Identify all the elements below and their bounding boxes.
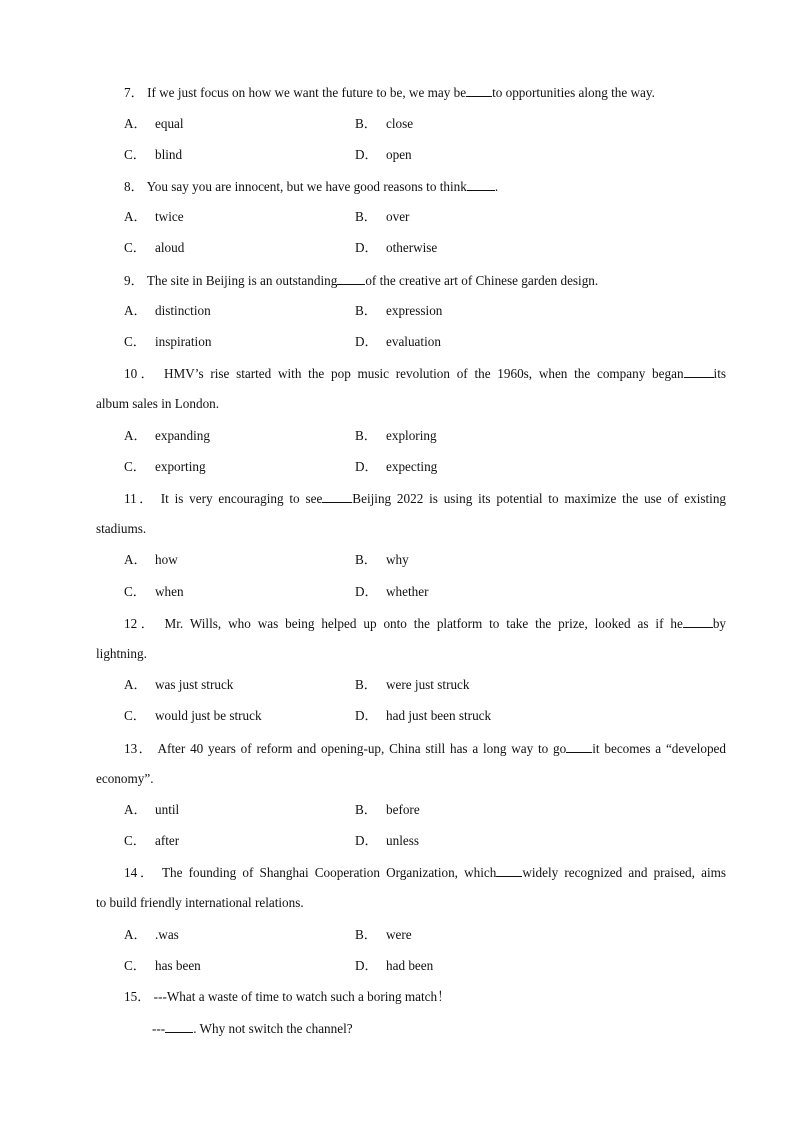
stem-text: Beijing 2022 is using its potential to maximize the use of existing: [352, 491, 727, 506]
question-9-option-c[interactable]: C． inspiration: [124, 334, 212, 349]
question-13-option-c[interactable]: C． after: [124, 833, 180, 848]
question-12-option-c[interactable]: C． would just be struck: [124, 708, 262, 723]
question-9-option-d[interactable]: D． evaluation: [355, 334, 441, 349]
question-9-option-a[interactable]: A． distinction: [124, 303, 211, 318]
question-14-option-d[interactable]: D． had been: [355, 958, 434, 973]
stem-text: to opportunities along the way.: [492, 85, 655, 100]
stem-text: It is very encouraging to see: [160, 491, 323, 506]
question-14-option-c[interactable]: C． has been: [124, 958, 201, 973]
question-15-stem: [124, 989, 726, 1005]
stem-text: After 40 years of reform and opening-up, China still has a long way to go: [157, 741, 567, 756]
question-12-stem-continued: lightning.: [96, 646, 147, 661]
question-8-option-a[interactable]: A． twice: [124, 209, 184, 224]
question-number: 14．: [124, 865, 157, 880]
question-7-option-a[interactable]: A． equal: [124, 116, 184, 131]
stem-text: ---What a waste of time to watch such a boring match: [153, 989, 438, 1004]
question-7-option-c[interactable]: C． blind: [124, 147, 183, 162]
question-number: 13．: [124, 741, 154, 756]
question-number: 12．: [124, 616, 158, 631]
question-10-stem-continued: album sales in London.: [96, 396, 220, 411]
stem-text: The site in Beijing is an outstanding: [146, 273, 338, 288]
reply-dashes: ---: [152, 1021, 166, 1036]
answer-blank[interactable]: [322, 490, 352, 503]
question-8-option-d[interactable]: D． otherwise: [355, 240, 438, 255]
question-7-stem: [124, 84, 726, 101]
answer-blank[interactable]: [684, 365, 714, 378]
question-12-option-a[interactable]: A． was just struck: [124, 677, 234, 692]
stem-text: .: [494, 179, 499, 194]
stem-text: The founding of Shanghai Cooperation Organization, which: [161, 865, 497, 880]
question-10-option-a[interactable]: A． expanding: [124, 428, 210, 443]
stem-text: You say you are innocent, but we have good reasons to think: [146, 179, 467, 194]
question-15-reply: [152, 1020, 353, 1037]
question-14-option-a[interactable]: A． .was: [124, 927, 179, 942]
answer-blank[interactable]: [466, 84, 492, 97]
question-14-stem: [124, 864, 726, 881]
question-11-option-d[interactable]: D． whether: [355, 584, 429, 599]
stem-text: widely recognized and praised, aims: [522, 865, 726, 880]
question-12-stem: [124, 615, 726, 632]
question-14-stem-continued: to build friendly international relations.: [96, 895, 304, 910]
question-number: 15．: [124, 989, 151, 1004]
question-12-option-d[interactable]: D． had just been struck: [355, 708, 492, 723]
question-number: 11．: [124, 491, 155, 506]
stem-text: of the creative art of Chinese garden design.: [365, 273, 599, 288]
stem-text: If we just focus on how we want the future to be, we may be: [147, 85, 467, 100]
question-10-stem: [124, 365, 726, 382]
question-9-stem: [124, 272, 726, 289]
question-8-stem: [124, 178, 726, 195]
question-number: 7．: [124, 85, 144, 100]
answer-blank[interactable]: [683, 615, 713, 628]
question-7-option-d[interactable]: D． open: [355, 147, 412, 162]
answer-blank[interactable]: [566, 740, 592, 753]
question-13-option-d[interactable]: D． unless: [355, 833, 419, 848]
stem-text: it becomes a “developed: [592, 741, 726, 756]
question-13-option-a[interactable]: A． until: [124, 802, 180, 817]
reply-text: . Why not switch the channel?: [193, 1021, 353, 1036]
question-11-stem-continued: stadiums.: [96, 521, 147, 536]
question-8-option-b[interactable]: B． over: [355, 209, 410, 224]
question-number: 8．: [124, 179, 144, 194]
answer-blank[interactable]: [467, 178, 495, 191]
question-13-stem-continued: economy”.: [96, 771, 154, 786]
question-10-option-c[interactable]: C． exporting: [124, 459, 206, 474]
question-11-option-b[interactable]: B． why: [355, 552, 409, 567]
question-14-option-b[interactable]: B． were: [355, 927, 412, 942]
stem-text: Mr. Wills, who was being helped up onto the platform to take the prize, looked as if he: [164, 616, 683, 631]
question-7-option-b[interactable]: B． close: [355, 116, 414, 131]
question-11-option-c[interactable]: C． when: [124, 584, 184, 599]
question-number: 9．: [124, 273, 144, 288]
question-number: 10．: [124, 366, 158, 381]
question-9-option-b[interactable]: B． expression: [355, 303, 443, 318]
question-8-option-c[interactable]: C． aloud: [124, 240, 185, 255]
question-10-option-b[interactable]: B． exploring: [355, 428, 437, 443]
stem-text: ！: [437, 989, 451, 1004]
answer-blank[interactable]: [496, 864, 522, 877]
stem-text: by: [712, 616, 727, 631]
answer-blank[interactable]: [165, 1020, 193, 1033]
question-12-option-b[interactable]: B． were just struck: [355, 677, 470, 692]
answer-blank[interactable]: [337, 272, 365, 285]
stem-text: HMV’s rise started with the pop music revolution of the 1960s, when the company began: [164, 366, 684, 381]
question-11-option-a[interactable]: A． how: [124, 552, 178, 567]
question-11-stem: [124, 490, 726, 507]
stem-text: its: [713, 366, 727, 381]
question-13-option-b[interactable]: B． before: [355, 802, 420, 817]
question-10-option-d[interactable]: D． expecting: [355, 459, 438, 474]
question-13-stem: [124, 740, 726, 757]
